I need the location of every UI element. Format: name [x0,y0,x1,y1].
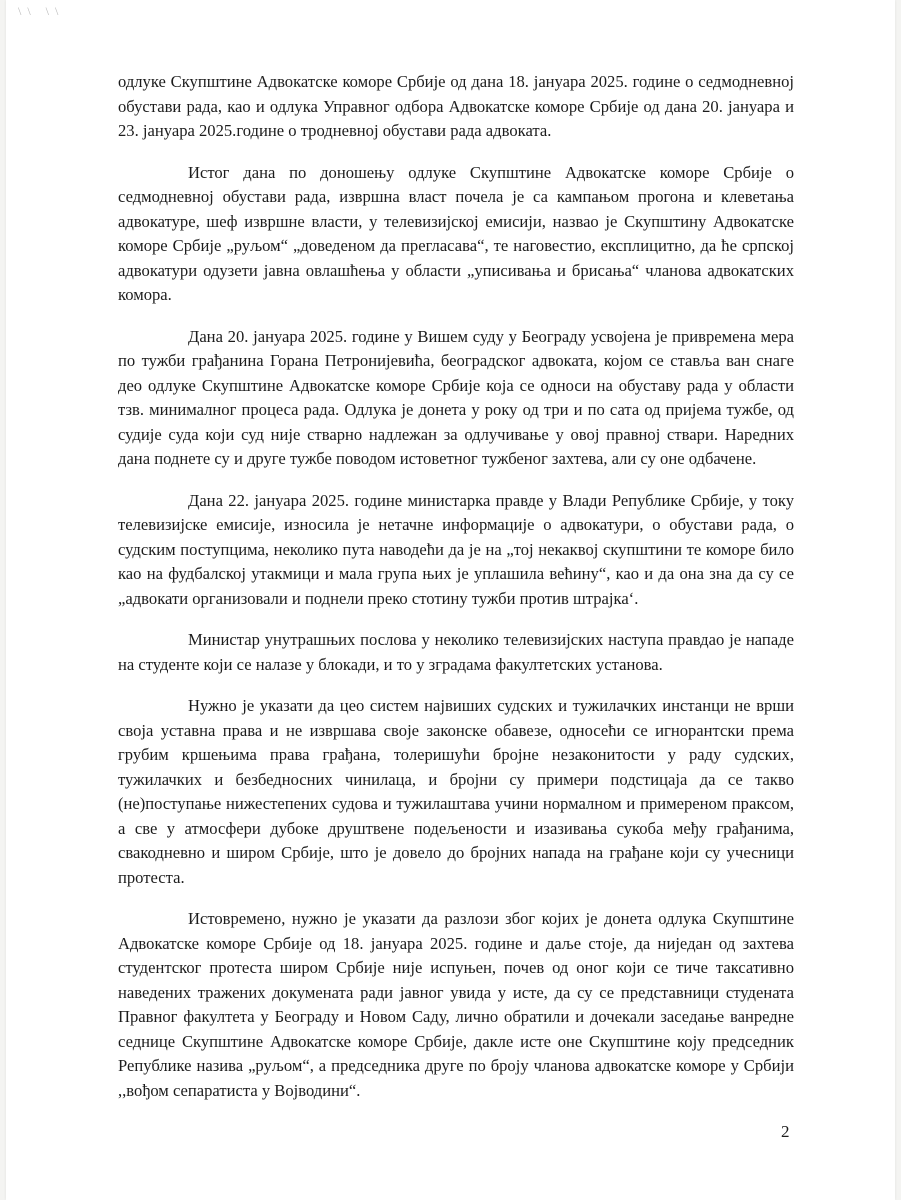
paragraph-judicial-system: Нужно је указати да цео систем највиших судских и тужилачких инстанци не врши своја уставна права и не извршава своје законске обавезе, односећи се игнорантски према грубим кршењима права грађана, толеришући бројне незаконитости у раду судских, тужилачких и безбедносних чинилаца, и бројни су примери подстицаја да се такво (не)поступање нижестепених судова и тужилаштава учини нормалном и примереном праксом, а све у атмосфери дубоке друштвене подељености и изазивања сукоба међу грађанима, свакодневно и широм Србије, што је довело до бројних напада на грађане који су учесници протеста. [118,696,794,887]
page-number: 2 [781,1122,790,1141]
document-body [118,70,794,1120]
paragraph-executive-campaign: Истог дана по доношењу одлуке Скупштине Адвокатске коморе Србије о седмодневној обустави рада, извршна власт почела је са кампањом прогона и клеветања адвокатуре, шеф извршне власти, у телевизијској емисији, назвао је Скупштину Адвокатске коморе Србије „руљом“ „доведеном да прегласава“, те наговестио, експлицитно, да ће српској адвокатури одузети јавна овлашћења у области „уписивања и брисања“ чланова адвокатских комора. [118,162,794,304]
paragraph-interim-measure: Дана 20. јануара 2025. године у Вишем суду у Београду усвојена је привремена мера по тужби грађанина Горана Петронијевића, београдског адвоката, којом се ставља ван снаге део одлуке Скупштине Адвокатске коморе Србије која се односи на обуставу рада у области тзв. минималног процеса рада. Одлука је донета у року од три и по сата од пријема тужбе, од судије суда који суд није стварно надлежан за одлучивање у овој правној ствари. Наредних дана поднете су и друге тужбе поводом истоветног тужбеног захтева, али су оне одбачене. [118,326,794,468]
scan-corner-mark: \\ \\ [18,4,65,18]
paragraph-justice-minister: Дана 22. јануара 2025. године министарка правде у Влади Републике Србије, у току телевизијске емисије, износила је нетачне информације о адвокатури, о обустави рада, о судским поступцима, неколико пута наводећи да је на „тој некаквој скупштини те коморе било као на фудбалској утакмици и мала група њих је уплашила већину“, као и да она зна да су се „адвокати организовали и поднели преко стотину тужби против штрајка‘. [118,490,794,608]
document-page [6,0,895,1200]
paragraph-interior-minister: Министар унутрашњих послова у неколико телевизијских наступа правдао је нападе на студенте који се налазе у блокади, и то у зградама факултетских установа. [118,630,794,674]
paragraph-reasons-remain: Истовремено, нужно је указати да разлози због којих је донета одлука Скупштине Адвокатске коморе Србије од 18. јануара 2025. године и даље стоје, да ниједан од захтева студентског протеста широм Србије није испуњен, почев од оног који се тиче таксативно наведених тражених докумената ради јавног увида у исте, да су се представници студената Правног факултета у Београду и Новом Саду, лично обратили и дочекали заседање ванредне седнице Скупштине Адвокатске коморе Србије, дакле исте оне Скупштине коју председник Републике назива „руљом“, а председника друге по броју чланова адвокатске коморе у Србији ,,вођом сепаратиста у Војводини“. [118,909,794,1100]
paragraph-continuation: одлуке Скупштине Адвокатске коморе Србије од дана 18. јануара 2025. године о седмодневној обустави рада, као и одлука Управног одбора Адвокатске коморе Србије од дана 20. јануара и 23. јануара 2025.године о тродневној обустави рада адвоката. [118,72,794,140]
